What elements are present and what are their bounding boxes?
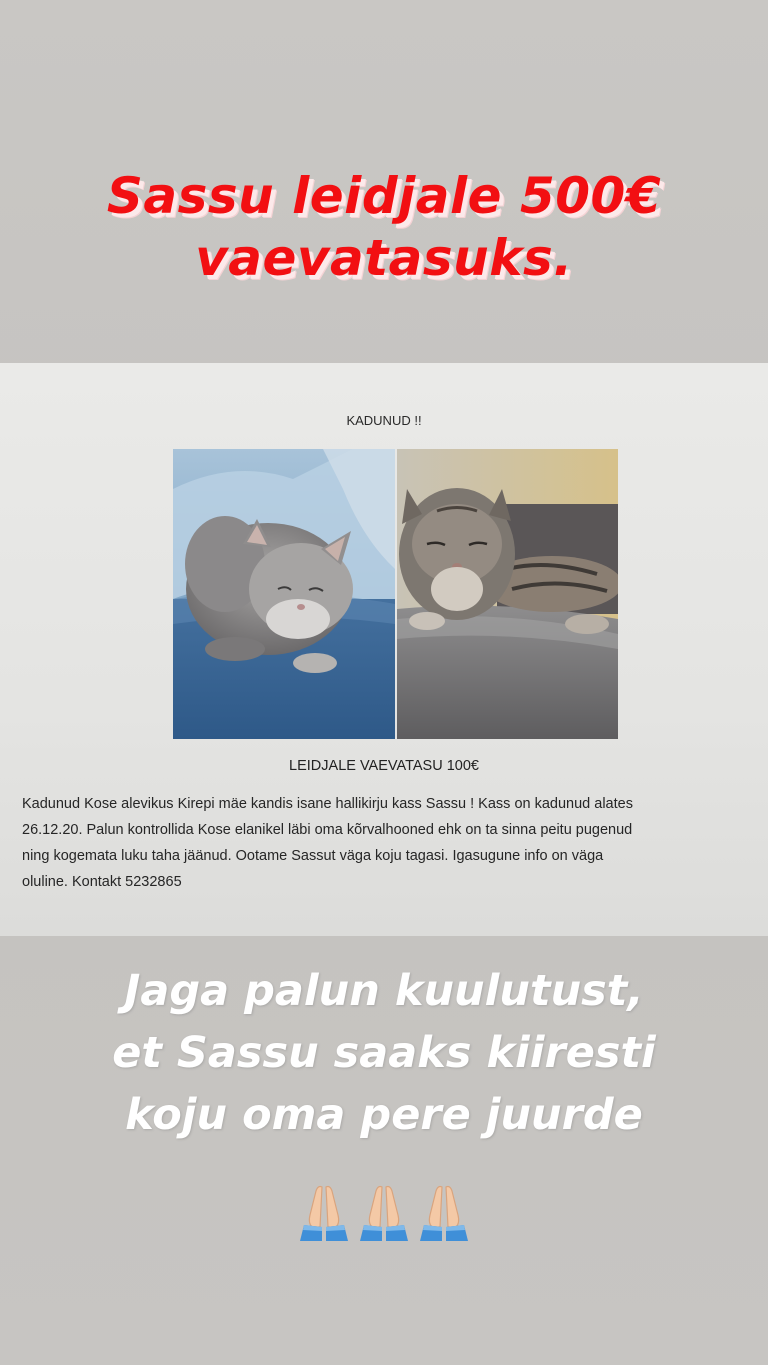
folded-hands-icon [358, 1183, 410, 1245]
share-line-2: et Sassu saaks kiiresti [112, 1028, 656, 1078]
emoji-row [0, 1183, 768, 1245]
description-line: oluline. Kontakt 5232865 [22, 874, 182, 890]
poster-reward: LEIDJALE VAEVATASU 100€ [289, 758, 479, 774]
share-request [0, 960, 768, 1146]
share-line-1: Jaga palun kuulutust, [124, 966, 644, 1016]
headline-line-1: Sassu leidjale 500€ [106, 167, 662, 225]
description-line: Kadunud Kose alevikus Kirepi mäe kandis isane hallikirju kass Sassu ! Kass on kadunud alates [22, 796, 633, 812]
poster-description [22, 791, 752, 895]
poster-title: KADUNUD !! [346, 413, 422, 428]
share-line-3: koju oma pere juurde [125, 1090, 643, 1140]
folded-hands-icon [418, 1183, 470, 1245]
reward-headline [0, 165, 768, 289]
cat-photo-left [173, 449, 395, 739]
cat-photo-right [397, 449, 618, 739]
folded-hands-icon [298, 1183, 350, 1245]
headline-line-2: vaevatasuks. [195, 229, 573, 287]
description-line: ning kogemata luku taha jäänud. Ootame Sassut väga koju tagasi. Igasugune info on väga [22, 848, 604, 864]
description-line: 26.12.20. Palun kontrollida Kose elanikel läbi oma kõrvalhooned ehk on ta sinna peitu pugenud [22, 822, 633, 838]
